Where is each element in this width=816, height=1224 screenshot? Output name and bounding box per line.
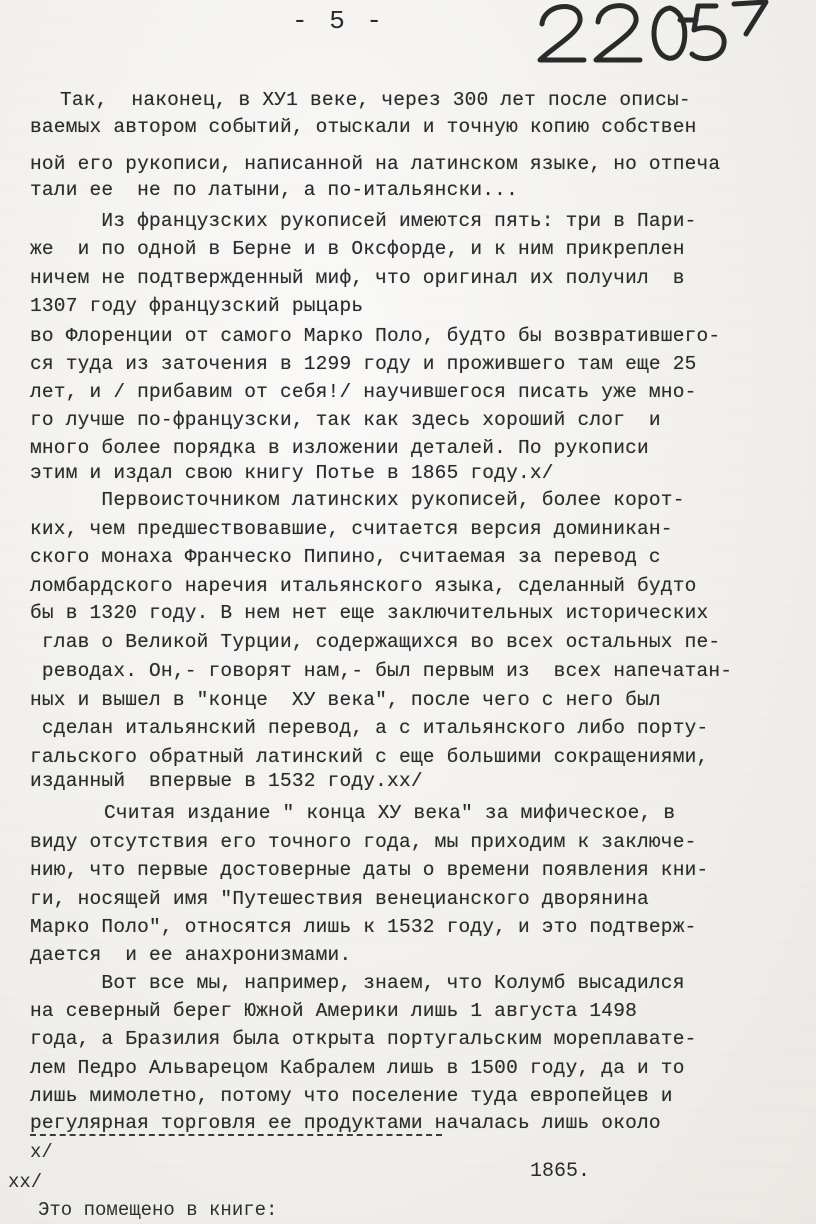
text-line: Первоисточником латинских рукописей, более корот- bbox=[30, 489, 685, 511]
text-line: глав о Великой Турции, содержащихся во всех остальных пе- bbox=[30, 631, 721, 653]
text-line: ких, чем предшествовавшие, считается версия доминикан- bbox=[30, 518, 673, 540]
handwritten-archive-number bbox=[520, 0, 780, 75]
text-line: ных и вышел в "конце ХУ века", после чего с него был bbox=[30, 689, 661, 711]
page-number: - 5 - bbox=[292, 6, 386, 36]
handwritten-number-drawing bbox=[520, 0, 780, 70]
text-line: на северный берег Южной Америки лишь 1 августа 1498 bbox=[30, 1000, 637, 1022]
footnote-text: Это помещено в книге: bbox=[38, 1199, 278, 1221]
text-line: этим и издал свою книгу Потье в 1865 году.x/ bbox=[30, 462, 554, 484]
text-line: сделан итальянский перевод, а с итальянского либо порту- bbox=[30, 717, 709, 739]
text-line: ся туда из заточения в 1299 году и прожившего там еще 25 bbox=[30, 353, 697, 375]
text-line: Из французских рукописей имеются пять: три в Пари- bbox=[30, 210, 697, 232]
text-line: тали ее не по латыни, а по-итальянски... bbox=[30, 179, 518, 201]
text-line: много более порядка в изложении деталей. По рукописи bbox=[30, 437, 649, 459]
text-line: изданный впервые в 1532 году.xx/ bbox=[30, 770, 423, 792]
text-line: бы в 1320 году. В нем нет еще заключительных исторических bbox=[30, 602, 709, 624]
text-line: лем Педро Альварецом Кабралем лишь в 1500 году, да и то bbox=[30, 1057, 685, 1079]
text-line: во Флоренции от самого Марко Поло, будто бы возвратившего- bbox=[30, 325, 721, 347]
text-line: ной его рукописи, написанной на латинском языке, но отпеча bbox=[30, 153, 721, 175]
text-line: Марко Поло", относятся лишь к 1532 году, и это подтверж- bbox=[30, 916, 697, 938]
text-line: ваемых автором событий, отыскали и точную копию собствен bbox=[30, 116, 697, 138]
footnote-separator bbox=[30, 1134, 442, 1136]
text-line: виду отсутствия его точного года, мы приходим к заключе- bbox=[30, 831, 697, 853]
text-line: ломбардского наречия итальянского языка, сделанный будто bbox=[30, 575, 697, 597]
text-line: лишь мимолетно, потому что поселение туда европейцев и bbox=[30, 1085, 673, 1107]
footnote-year: 1865. bbox=[530, 1160, 591, 1183]
text-line: нию, что первые достоверные даты о времени появления кни- bbox=[30, 859, 709, 881]
text-line: Вот все мы, например, знаем, что Колумб высадился bbox=[30, 972, 685, 994]
text-line: дается и ее анахронизмами. bbox=[30, 944, 352, 966]
text-line: года, а Бразилия была открыта португальским мореплавате- bbox=[30, 1028, 697, 1050]
text-line: 1307 году французский рыцарь bbox=[30, 295, 364, 317]
text-line: Считая издание " конца ХУ века" за мифическое, в bbox=[104, 802, 676, 824]
text-line: ского монаха Франческо Пипино, считаемая за перевод с bbox=[30, 546, 661, 568]
text-line: ничем не подтвержденный миф, что оригинал их получил в bbox=[30, 267, 685, 289]
text-line: же и по одной в Берне и в Оксфорде, и к ним прикреплен bbox=[30, 238, 685, 260]
footnote-mark-1: x/ bbox=[30, 1141, 53, 1163]
footnote-mark-2: xx/ bbox=[8, 1171, 43, 1193]
text-line: го лучше по-французски, так как здесь хороший слог и bbox=[30, 409, 661, 431]
text-line: Так, наконец, в ХУ1 веке, через 300 лет после описы- bbox=[60, 89, 691, 111]
text-line: ги, носящей имя "Путешествия венецианского дворянина bbox=[30, 888, 649, 910]
text-line: реводах. Он,- говорят нам,- был первым из всех напечатан- bbox=[30, 660, 733, 682]
text-line: регулярная торговля ее продуктами началась лишь около bbox=[30, 1112, 661, 1134]
text-line: гальского обратный латинский с еще большими сокращениями, bbox=[30, 746, 709, 768]
text-line: лет, и / прибавим от себя!/ научившегося писать уже мно- bbox=[30, 381, 697, 403]
